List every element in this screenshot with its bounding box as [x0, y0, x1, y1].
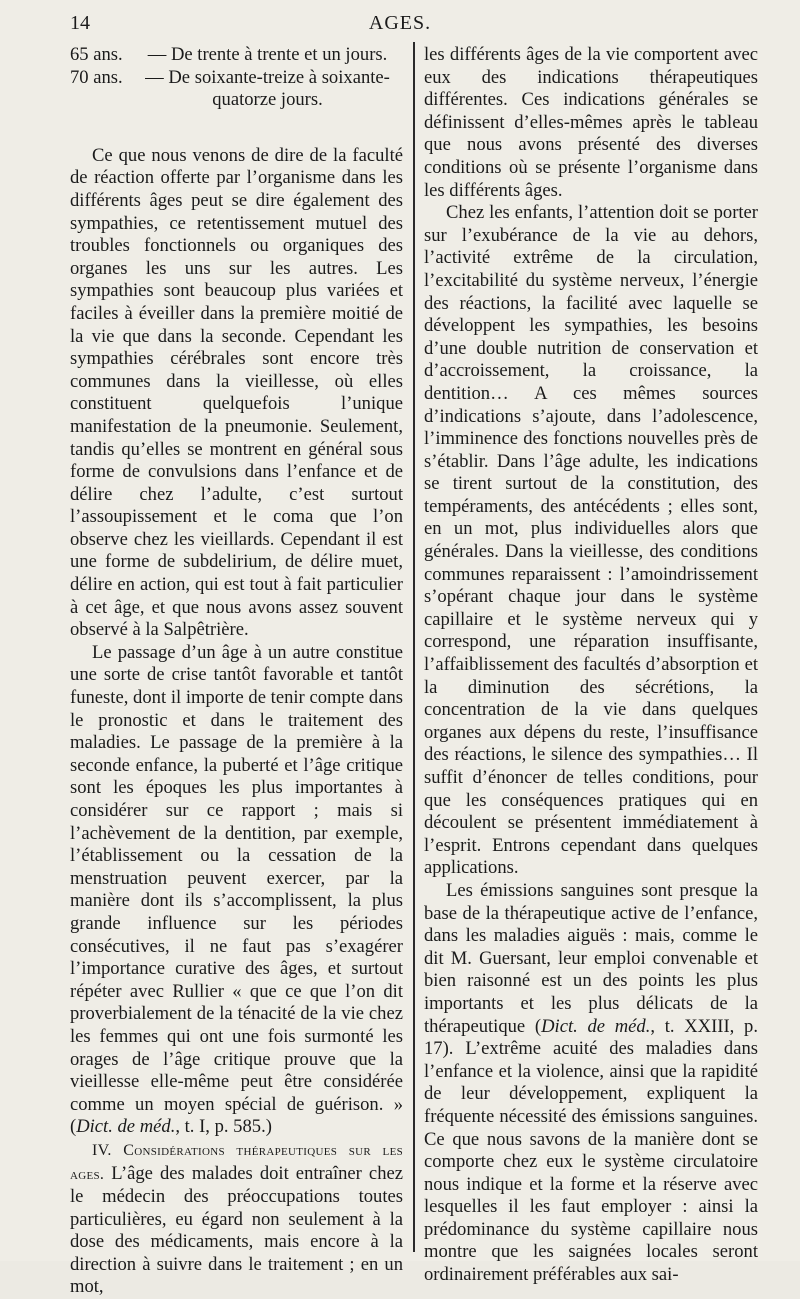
paragraph-text: Le passage d’un âge à un autre constitue une sorte de crise tantôt favorable et tantôt funeste, dont il importe de tenir compte dans le pronostic et dans le traitement des maladies. Le passage de la première à la seconde enfance, la puberté et l’âge critique sont les époques les plus importantes à considérer sur ce rapport ; mais si l’achèvement de la dentition, par exemple, l’établissement ou la cessation de la menstruation peuvent exercer, par la manière dont ils s’accomplissent, la plus grande influence sur les périodes consécutives, il ne faut pas s’exagérer l’importance curative des âges, et surtout répéter avec Rullier « que ce que l’on dit proverbialement de la ténacité de la vie chez les femmes qui ont une fois surmonté les orages de l’âge critique prouve que la vieillesse elle-même peut être considérée comme un moyen spécial de guérison. » ( [70, 641, 403, 1138]
section-heading: IV. Considérations thérapeutiques sur les ages. [70, 1141, 403, 1183]
column-divider [413, 42, 415, 1252]
paragraph-sympathies: Ce que nous venons de dire de la faculté de réaction offerte par l’organisme dans les différents âges peut se dire également des sympathies, ce retentissement mutuel des troubles fonctionnels ou organiques des organes les uns sur les autres. Les sympathies sont beaucoup plus variées et faciles à éveiller dans la première moitié de la vie que dans la seconde. Cependant les sympathies cérébrales sont encore très communes dans la vieillesse, où elles constituent quelquefois l’unique manifestation de la pneumonie. Seulement, tandis qu’elles se montrent en général sous forme de convulsions dans l’enfance et de délire chez l’adulte, c’est surtout l’assoupissement et le coma que l’on observe chez les vieillards. Cependant il est une forme de subdelirium, de délire muet, délire en action, qui est tout à fait particulier à cet âge, et que nous avons assez souvent observé à la Salpêtrière. [70, 144, 403, 641]
paragraph-passage-ages [70, 642, 403, 1139]
running-head: AGES. [368, 12, 432, 34]
paragraph-emissions [424, 880, 758, 1287]
age-duration: — De trente à trente et un jours. [147, 44, 388, 65]
citation-title: Dict. de méd. [76, 1116, 176, 1138]
paragraph-text: L’âge des malades doit entraîner chez le médecin des préoccupations toutes particulières, eu égard non seulement à la dose des médicaments, mais encore à la direction à suivre dans le traitement ; en un mot, [70, 1162, 403, 1298]
age-value: 70 ans. [70, 66, 123, 88]
age-line [70, 67, 403, 112]
page-header [0, 4, 800, 36]
right-column [424, 44, 758, 1287]
page-number: 14 [70, 12, 90, 34]
citation-title: Dict. de méd. [541, 1015, 651, 1037]
age-duration: — De soixante-treize à soixante-quatorze jours. [145, 66, 390, 111]
paragraph-enfants: Chez les enfants, l’attention doit se porter sur l’exubérance de la vie au dehors, l’activité extrême de la circulation, l’excitabilité du système nerveux, l’énergie des réactions, la facilité avec laquelle se développent les sympathies, les besoins d’une double nutrition de conservation et d’accroissement, la croissance, la dentition… A ces mêmes sources d’indications s’ajoute, dans l’adolescence, l’imminence des fonctions nouvelles près de s’établir. Dans l’âge adulte, les indications se tirent surtout de la constitution, des tempéraments, des antécédents ; elles sont, en un mot, plus individuelles alors que générales. Dans la vieillesse, des conditions communes reparaissent : l’amoindrissement s’opérant chaque jour dans le système capillaire et le système nerveux qui y correspond, une réparation insuffisante, l’affaiblissement des facultés d’absorption et la diminution des sécrétions, la concentration de la vie dans quelques organes aux dépens du reste, l’insuffisance des réactions, le silence des sympathies… Il suffit d’énoncer de telles conditions, pour que les conséquences pratiques qui en découlent se présentent immédiatement à l’esprit. Entrons cependant dans quelques applications. [424, 202, 758, 879]
spacer [70, 112, 403, 145]
paragraph-indications: les différents âges de la vie comportent avec eux des indications thérapeutiques différentes. Ces indications générales se définissent d’elles-mêmes après le tableau que nous avons présenté des diverses conditions où se présente l’organisme dans les différents âges. [424, 44, 758, 201]
citation-ref: , t. I, p. 585.) [175, 1116, 272, 1138]
paragraph-text: Les émissions sanguines sont presque la base de la thérapeutique active de l’enfance, dans les maladies aiguës : mais, comme le dit M. Guersant, leur emploi convenable et bien raisonné est un des points les plus importants et les plus délicats de la thérapeutique ( [424, 879, 758, 1037]
paragraph-therapeutic [70, 1139, 403, 1299]
left-column [70, 44, 403, 1299]
age-value: 65 ans. [70, 44, 123, 65]
paragraph-text: , t. XXIII, p. 17). L’extrême acuité des maladies dans l’enfance et la violence, ainsi que la rapidité de leur développement, expliquent la fréquente nécessité des émissions sanguines. Ce que nous savons de la manière dont se comporte chez eux le système circulatoire nous indique et la forme et la réserve avec lesquelles il les faut employer : ainsi la prédominance du système capillaire nous montre que les saignées locales seront ordinairement préférables aux sai- [424, 1015, 758, 1286]
age-line [70, 44, 403, 67]
